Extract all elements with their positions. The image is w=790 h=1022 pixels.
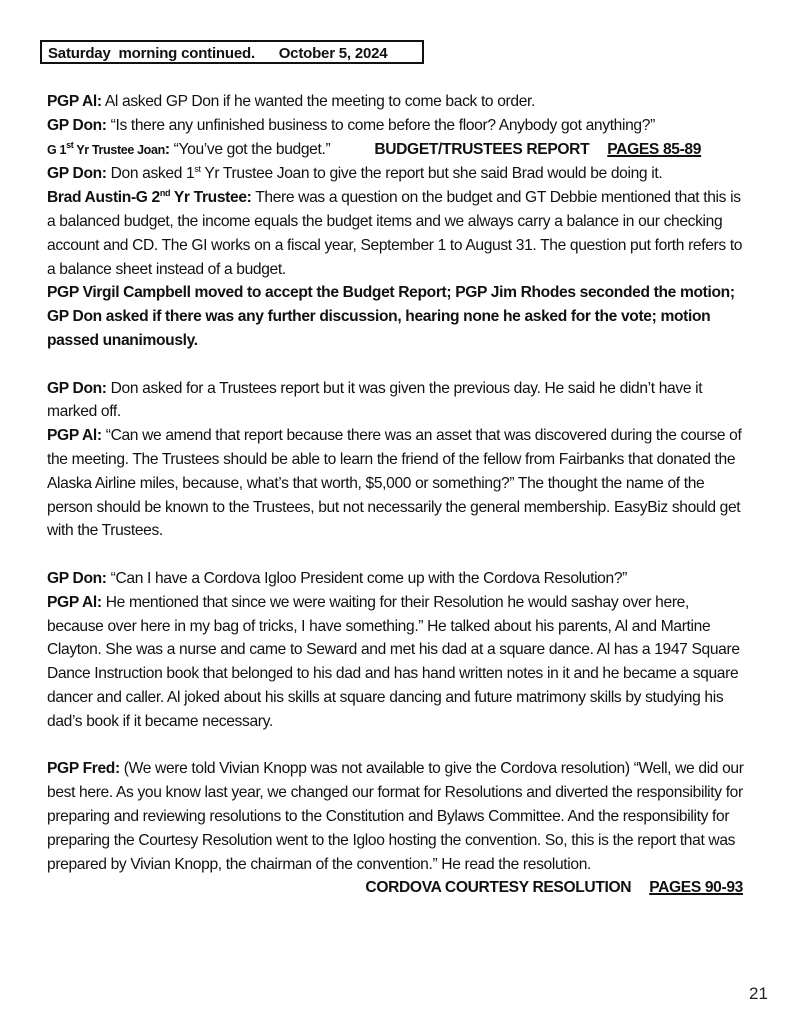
speaker-label: PGP Al:	[47, 93, 102, 110]
paragraph-gp-don-unfinished: GP Don: “Is there any unfinished business to come before the floor? Anybody got anything?”	[47, 116, 655, 134]
paragraph-pgp-al-amend: PGP Al: “Can we amend that report because there was an asset that was discovered during the course of the meeting. The Trustees should be able to learn the friend of the fellow from Fairbanks that donated the Alaska Airline miles, because, what’s that worth, $5,000 or something?” The thought the name of the person should be known to the Trustees, but not necessarily the general membership. EasyBiz should get with the Trustees.	[47, 427, 742, 540]
paragraph-motion-budget: PGP Virgil Campbell moved to accept the Budget Report; PGP Jim Rhodes seconded the motion; GP Don asked if there was any further discussion, hearing none he asked for the vote; motion passed unanimously.	[47, 284, 735, 349]
paragraph-brad-austin: Brad Austin-G 2nd Yr Trustee: There was a question on the budget and GT Debbie mentioned that this is a balanced budget, the income equals the budget items and we always carry a balance in our checking account and CD. The GI works on a fiscal year, September 1 to August 31. The question put forth refers to a balance sheet instead of a budget.	[47, 188, 743, 278]
page-number: 21	[749, 984, 768, 1003]
paragraph-gap	[47, 734, 747, 758]
paragraph-gap	[47, 353, 747, 377]
speaker-label: PGP Fred:	[47, 760, 120, 778]
paragraph-gap	[47, 543, 747, 567]
paragraph-trustee-joan: G 1st Yr Trustee Joan: “You’ve got the budget.” BUDGET/TRUSTEES REPORT PAGES 85-89	[47, 139, 702, 158]
budget-report-pages: PAGES 85-89	[607, 140, 702, 158]
paragraph-pgp-fred: PGP Fred: (We were told Vivian Knopp was not available to give the Cordova resolution) “Well, we did our best here. As you know last year, we changed our format for Resolutions and diverted the responsibility for preparing and reviewing resolutions to the Constitution and Bylaws Committee. And the responsibility for preparing the Courtesy Resolution went to the Igloo hosting the convention. So, this is the report that was prepared by Vivian Knopp, the chairman of the convention.” He read the resolution.	[47, 760, 744, 873]
speaker-label: PGP Al:	[47, 593, 102, 611]
session-header: Saturday morning continued. October 5, 2024	[40, 40, 424, 64]
speaker-label: Brad Austin-G 2nd Yr Trustee:	[47, 188, 252, 207]
cordova-resolution-pages: PAGES 90-93	[649, 879, 743, 897]
speaker-label: GP Don:	[47, 165, 107, 183]
speaker-label: GP Don:	[47, 116, 107, 134]
paragraph-gp-don-cordova: GP Don: “Can I have a Cordova Igloo President come up with the Cordova Resolution?”	[47, 569, 627, 587]
speaker-label: GP Don:	[47, 379, 107, 397]
speaker-label: G 1st Yr Trustee Joan	[47, 139, 165, 157]
speaker-label: PGP Al:	[47, 427, 102, 445]
paragraph-pgp-al-square-dance: PGP Al: He mentioned that since we were waiting for their Resolution he would sashay over here, because over here in my bag of tricks, I have something.” He talked about his parents, Al and Martine Clayton. She was a nurse and came to Seward and met his dad at a square dance. Al has a 1947 Square Dance Instruction book that belonged to his dad and has hand written notes in it and he became a square dancer and caller. Al joked about his skills at square dancing and future matrimony skills by studying his dad’s book if it became necessary.	[47, 593, 740, 730]
budget-report-reference: BUDGET/TRUSTEES REPORT PAGES 85-89	[374, 140, 702, 158]
minutes-body	[47, 90, 747, 900]
speaker-label: GP Don:	[47, 569, 107, 587]
paragraph-gp-don-trustees: GP Don: Don asked for a Trustees report but it was given the previous day. He said he didn’t have it marked off.	[47, 379, 703, 421]
cordova-resolution-reference: CORDOVA COURTESY RESOLUTION PAGES 90-93	[365, 879, 743, 897]
paragraph-gp-don-report: GP Don: Don asked 1st Yr Trustee Joan to give the report but she said Brad would be doing it.	[47, 164, 663, 183]
paragraph-pgp-al-order: PGP Al: Al asked GP Don if he wanted the meeting to come back to order.	[47, 93, 536, 110]
